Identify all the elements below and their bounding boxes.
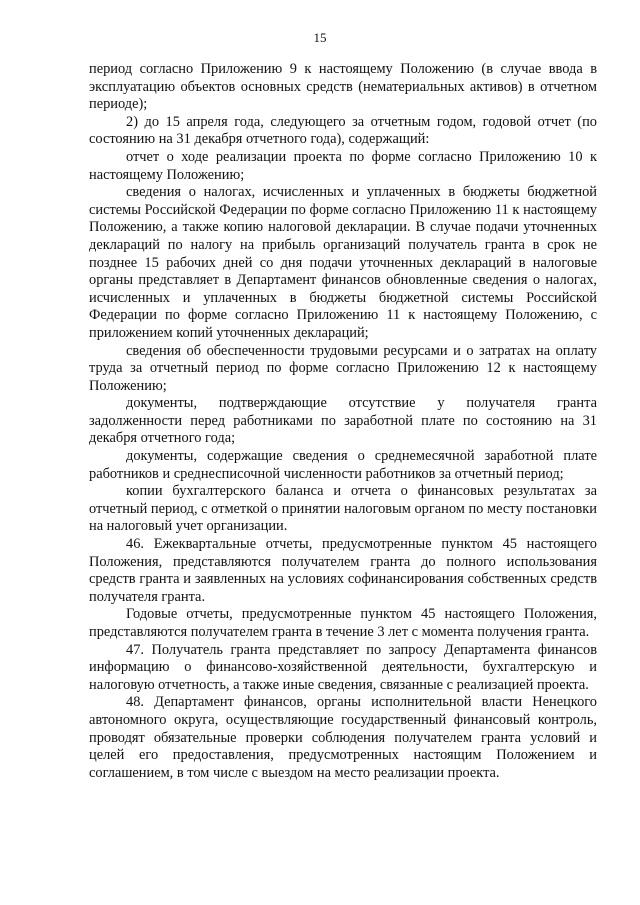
paragraph-continuation: период согласно Приложению 9 к настоящему Положению (в случае ввода в эксплуатацию объектов основных средств (нематериальных активов) в отчетном периоде);	[89, 61, 597, 113]
paragraph-labor-resources: сведения об обеспеченности трудовыми ресурсами и о затратах на оплату труда за отчетный период по форме согласно Приложению 12 к настоящему Положению;	[89, 342, 597, 394]
paragraph-annual-report: 2) до 15 апреля года, следующего за отчетным годом, годовой отчет (по состоянию на 31 декабря отчетного года), содержащий:	[89, 113, 597, 148]
page-number: 15	[313, 30, 327, 45]
body-text	[89, 61, 597, 782]
paragraph-tax-info: сведения о налогах, исчисленных и уплаченных в бюджеты бюджетной системы Российской Федерации по форме согласно Приложению 11 к настоящему Положению, а также копию налоговой декларации. В случае подачи уточненных деклараций по налогу на прибыль организаций получатель гранта в срок не позднее 15 рабочих дней со дня подачи уточненных деклараций в налоговые органы представляет в Департамент финансов обновленные сведения о налогах, исчисленных и уплаченных в бюджеты бюджетной системы Российской Федерации по форме согласно Приложению 11 к настоящему Положению, с приложением копий уточненных деклараций;	[89, 184, 597, 341]
paragraph-annual-reports-term: Годовые отчеты, предусмотренные пунктом 45 настоящего Положения, представляются получателем гранта в течение 3 лет с момента получения гранта.	[89, 606, 597, 640]
paragraph-no-debt-documents: документы, подтверждающие отсутствие у получателя гранта задолженности перед работниками по заработной плате по состоянию на 31 декабря отчетного года;	[89, 395, 597, 447]
paragraph-project-report: отчет о ходе реализации проекта по форме согласно Приложению 10 к настоящему Положению;	[89, 148, 597, 183]
paragraph-salary-documents: документы, содержащие сведения о среднемесячной заработной плате работников и среднесписочной численности работников за отчетный период;	[89, 448, 597, 482]
paragraph-section-48: 48. Департамент финансов, органы исполнительной власти Ненецкого автономного округа, осуществляющие государственный финансовый контроль, проводят обязательные проверки соблюдения получателем гранта условий и целей его предоставления, предусмотренных настоящим Положением и соглашением, в том числе с выездом на место реализации проекта.	[89, 694, 597, 781]
paragraph-section-47: 47. Получатель гранта представляет по запросу Департамента финансов информацию о финансово-хозяйственной деятельности, бухгалтерскую и налоговую отчетность, а также иные сведения, связанные с реализацией проекта.	[89, 641, 597, 693]
paragraph-section-46: 46. Ежеквартальные отчеты, предусмотренные пунктом 45 настоящего Положения, представляются получателем гранта до полного использования средств гранта и заявленных на условиях софинансирования собственных средств получателя гранта.	[89, 536, 597, 605]
paragraph-balance-copies: копии бухгалтерского баланса и отчета о финансовых результатах за отчетный период, с отметкой о принятии налоговым органом по месту постановки на налоговый учет организации.	[89, 483, 597, 535]
